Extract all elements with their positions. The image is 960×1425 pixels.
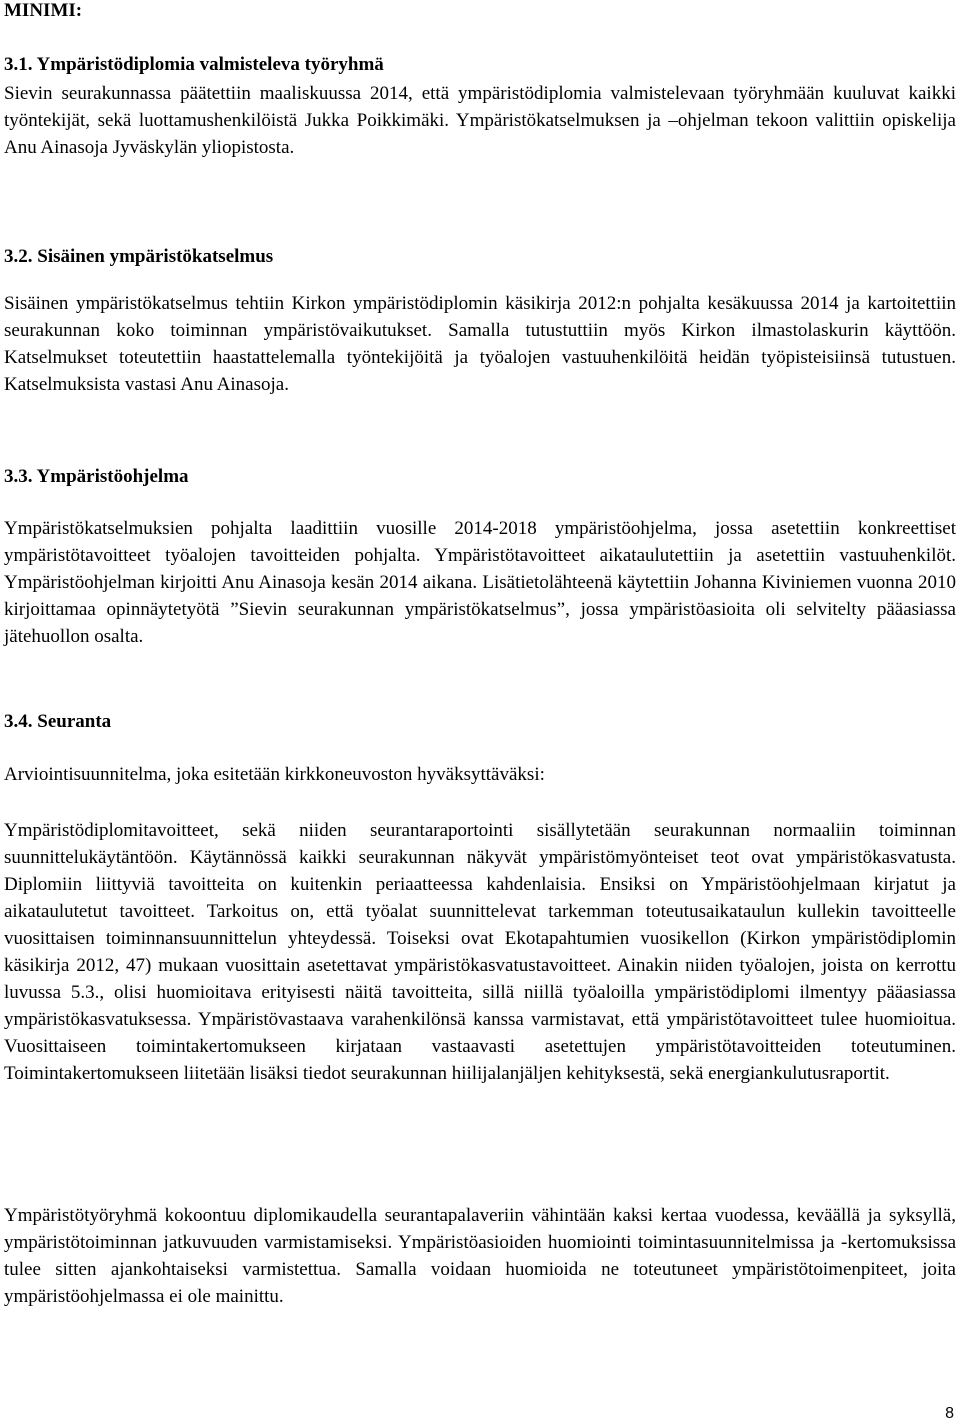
section-3-2-paragraph: Sisäinen ympäristökatselmus tehtiin Kirkon ympäristödiplomin käsikirja 2012:n pohjalta kesäkuussa 2014 ja kartoitettiin seurakunnan koko toiminnan ympäristövaikutukset. Samalla tutustuttiin myös Kirkon ilmastolaskurin käyttöön. Katselmukset toteutettiin haastattelemalla työntekijöitä ja työalojen vastuuhenkilöitä heidän työpisteisiinsä tutustuen. Katselmuksista vastasi Anu Ainasoja. bbox=[4, 293, 956, 395]
section-3-3-paragraph: Ympäristökatselmuksien pohjalta laadittiin vuosille 2014-2018 ympäristöohjelma, jossa asetettiin konkreettiset ympäristötavoitteet työalojen tavoitteiden pohjalta. Ympäristötavoitteet aikataulutettiin ja asetettiin vastuuhenkilöt. Ympäristöohjelman kirjoitti Anu Ainasoja kesän 2014 aikana. Lisätietolähteenä käytettiin Johanna Kiviniemen vuonna 2010 kirjoittamaa opinnäytetyötä ”Sievin seurakunnan ympäristökatselmus”, jossa ympäristöasioita oli selvitelty pääasiassa jätehuollon osalta. bbox=[4, 518, 956, 647]
document-title: MINIMI: bbox=[4, 0, 83, 21]
section-3-4-paragraph-2: Ympäristötyöryhmä kokoontuu diplomikaudella seurantapalaveriin vähintään kaksi kertaa vuodessa, keväällä ja syksyllä, ympäristötoiminnan jatkuvuuden varmistamiseksi. Ympäristöasioiden huomiointi toimintasuunnitelmissa ja -kertomuksissa tulee sitten ajankohtaiseksi varmistettua. Samalla voidaan huomioida ne toteutuneet ympäristötoimenpiteet, joita ympäristöohjelmassa ei ole mainittu. bbox=[4, 1205, 956, 1307]
section-heading-3-1: 3.1. Ympäristödiplomia valmisteleva työryhmä bbox=[4, 54, 384, 75]
section-heading-3-3: 3.3. Ympäristöohjelma bbox=[4, 466, 189, 487]
page-number: 8 bbox=[945, 1405, 954, 1422]
section-3-1-paragraph: Sievin seurakunnassa päätettiin maaliskuussa 2014, että ympäristödiplomia valmistelevaan työryhmään kuuluvat kaikki työntekijät, sekä luottamushenkilöistä Jukka Poikkimäki. Ympäristökatselmuksen ja –ohjelman tekoon valittiin opiskelija Anu Ainasoja Jyväskylän yliopistosta. bbox=[4, 83, 956, 158]
section-heading-3-4: 3.4. Seuranta bbox=[4, 711, 112, 732]
section-3-4-paragraph-1: Ympäristödiplomitavoitteet, sekä niiden seurantaraportointi sisällytetään seurakunnan normaaliin toiminnan suunnittelukäytäntöön. Käytännössä kaikki seurakunnan näkyvät ympäristömyönteiset teot ovat ympäristökasvatusta. Diplomiin liittyviä tavoitteita on kuitenkin periaatteessa kahdenlaisia. Ensiksi on Ympäristöohjelmaan kirjatut ja aikataulutetut tavoitteet. Tarkoitus on, että työalat suunnittelevat tarkemman toteutusaikataulun kullekin tavoitteelle vuosittaisen toiminnansuunnittelun yhteydessä. Toiseksi ovat Ekotapahtumien vuosikellon (Kirkon ympäristödiplomin käsikirja 2012, 47) mukaan vuosittain asetettavat ympäristökasvatustavoitteet. Ainakin niiden työalojen, joista on kerrottu luvussa 5.3., olisi huomioitava erityisesti näitä tavoitteita, sillä niillä työaloilla ympäristödiplomi ilmentyy pääasiassa ympäristökasvatuksessa. Ympäristövastaava varahenkilönsä kanssa varmistavat, että ympäristötavoitteet tulee huomioitua. Vuosittaiseen toimintakertomukseen kirjataan vastaavasti asetettujen ympäristötavoitteiden toteutuminen. Toimintakertomukseen liitetään lisäksi tiedot seurakunnan hiilijalanjäljen kehityksestä, sekä energiankulutusraportit. bbox=[4, 820, 956, 1084]
section-heading-3-2: 3.2. Sisäinen ympäristökatselmus bbox=[4, 246, 274, 267]
section-3-4-intro: Arviointisuunnitelma, joka esitetään kirkkoneuvoston hyväksyttäväksi: bbox=[4, 764, 545, 785]
